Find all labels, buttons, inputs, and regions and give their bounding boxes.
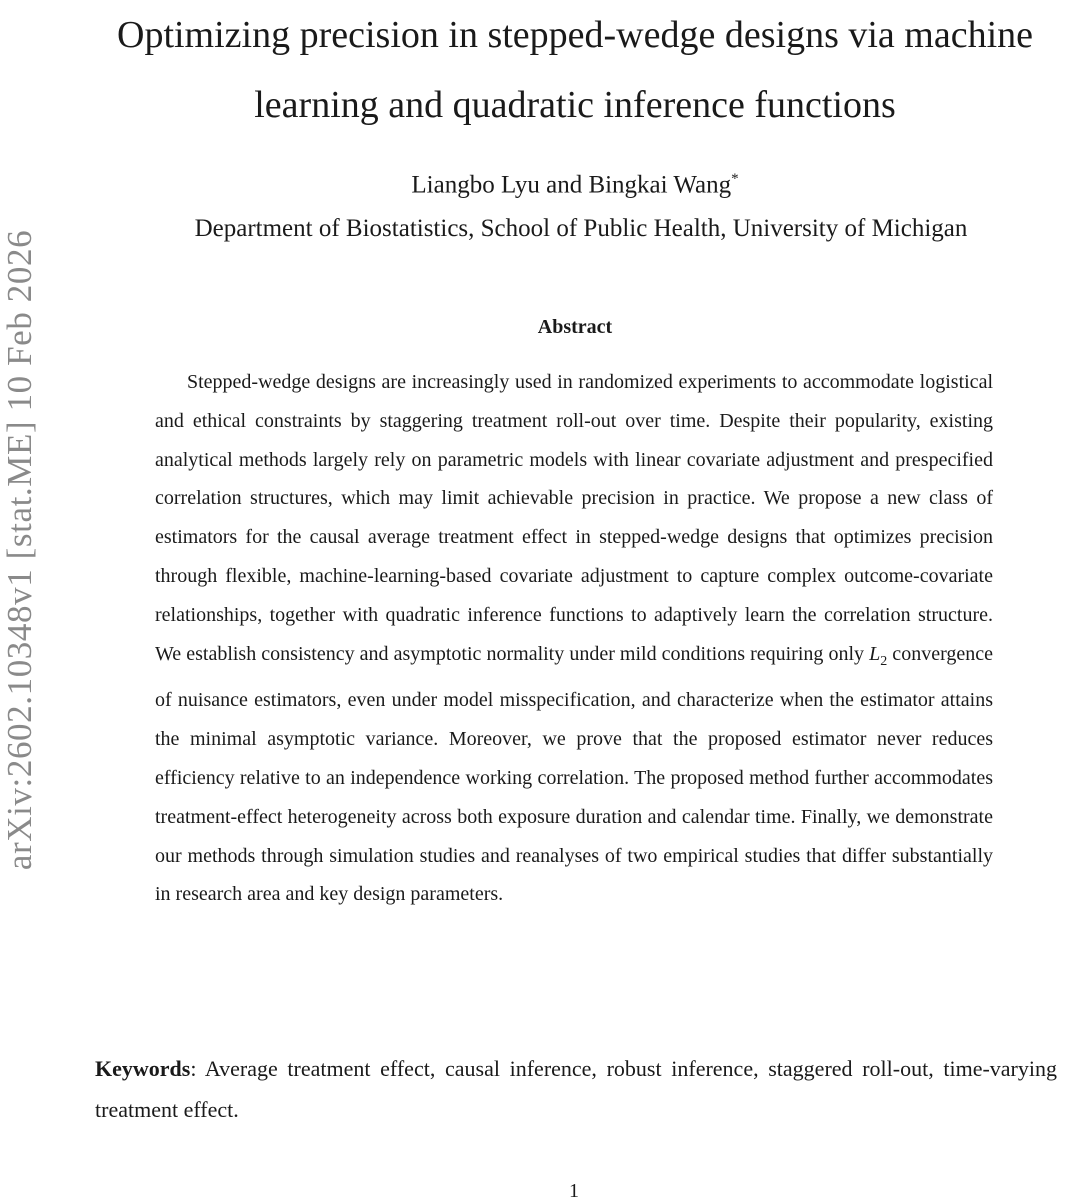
abstract-heading: Abstract bbox=[537, 316, 613, 338]
abstract-body bbox=[155, 363, 993, 914]
math-subscript: 2 bbox=[880, 653, 888, 669]
keywords-paragraph bbox=[95, 1048, 1057, 1130]
math-l2-norm bbox=[869, 642, 888, 669]
arxiv-identifier[interactable]: arXiv:2602.10348v1 [stat.ME] 10 Feb 2026 bbox=[0, 229, 39, 871]
author-footnote-mark: * bbox=[731, 171, 739, 187]
abstract-text-part1: Stepped-wedge designs are increasingly used in randomized experiments to accommodate logistical and ethical constraints by staggering treatment roll-out over time. Despite their popularity, existing analytical methods largely rely on parametric models with linear covariate adjustment and prespecified correlation structures, which may limit achievable precision in practice. We propose a new class of estimators for the causal average treatment effect in stepped-wedge designs that optimizes precision through flexible, machine-learning-based covariate adjustment to capture complex outcome-covariate relationships, together with quadratic inference functions to adaptively learn the correlation structure. We establish consistency and asymptotic normality under mild conditions requiring only bbox=[155, 371, 993, 665]
keywords-label: Keywords bbox=[95, 1056, 191, 1081]
affiliation: Department of Biostatistics, School of Public Health, University of Michigan bbox=[194, 215, 968, 242]
arxiv-side-stamp bbox=[0, 0, 52, 1200]
paper-title: Optimizing precision in stepped-wedge designs via machine learning and quadratic inference functions bbox=[117, 14, 1033, 126]
author-names: Liangbo Lyu and Bingkai Wang bbox=[411, 171, 732, 199]
author-line bbox=[100, 162, 1050, 202]
keywords-text: : Average treatment effect, causal inference, robust inference, staggered roll-out, time-varying treatment effect. bbox=[95, 1056, 1057, 1122]
page-number: 1 bbox=[569, 1180, 579, 1202]
abstract-text-part2: convergence of nuisance estimators, even under model misspecification, and characterize when the estimator attains the minimal asymptotic variance. Moreover, we prove that the proposed estimator never reduces efficiency relative to an independence working correlation. The proposed method further accommodates treatment-effect heterogeneity across both exposure duration and calendar time. Finally, we demonstrate our methods through simulation studies and reanalyses of two empirical studies that differ substantially in research area and key design parameters. bbox=[155, 642, 993, 906]
math-symbol: L bbox=[869, 642, 881, 665]
